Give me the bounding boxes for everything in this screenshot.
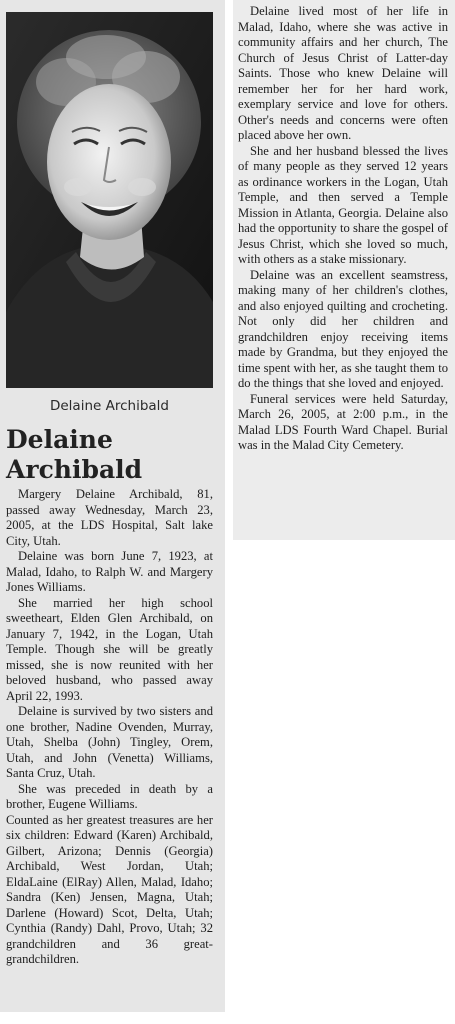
portrait-illustration xyxy=(6,12,213,388)
headline-line-2: Archibald xyxy=(6,455,143,484)
paragraph: She was preceded in death by a brother, Eugene Williams. xyxy=(6,781,213,811)
photo-caption: Delaine Archibald xyxy=(49,398,169,414)
left-column-text xyxy=(6,487,213,968)
paragraph: Margery Delaine Archibald, 81, passed away Wednesday, March 23, 2005, at the LDS Hospital, Salt lake City, Utah. xyxy=(6,487,213,548)
right-column-text xyxy=(238,4,448,454)
paragraph: She married her high school sweetheart, Elden Glen Archibald, on January 7, 1942, in the Logan, Utah Temple. Though she will be greatly missed, she is now reunited with her beloved husband, who passed away April 22, 1993. xyxy=(6,595,213,703)
obituary-headline xyxy=(6,425,221,485)
paragraph: She and her husband blessed the lives of many people as they served 12 years as ordinance workers in the Logan, Utah Temple, and then served a Temple Mission in Atlanta, Georgia. Delaine also had the opportunity to share the gospel of Jesus Christ, which she loved so much, with others as a stake missionary. xyxy=(238,143,448,266)
paragraph: Delaine is survived by two sisters and one brother, Nadine Ovenden, Murray, Utah, Shelba (John) Tingley, Orem, Utah, and John (Venetta) Williams, Santa Cruz, Utah. xyxy=(6,704,213,780)
portrait-photo xyxy=(6,12,213,388)
paragraph: Delaine was an excellent seamstress, making many of her children's clothes, and also enjoyed quilting and crocheting. Not only did her children and grandchildren enjoy receiving items made by Grandma, but they enjoyed the time spent with her, as she taught them to do the things that she loved and enjoyed. xyxy=(238,267,448,390)
paragraph: Counted as her greatest treasures are her six children: Edward (Karen) Archibald, Gilbert, Arizona; Dennis (Georgia) Archibald, West Jordan, Utah; EldaLaine (ElRay) Allen, Malad, Idaho; Sandra (Ken) Jensen, Magna, Utah; Darlene (Howard) Scot, Delta, Utah; Cynthia (Randy) Dahl, Provo, Utah; 32 grandchildren and 36 great-grandchildren. xyxy=(6,812,213,966)
paragraph: Delaine lived most of her life in Malad, Idaho, where she was active in community affairs and her church, The Church of Jesus Christ of Latter-day Saints. Those who knew Delaine will remember her for her hard work, exemplary service and love for others. Other's needs and concerns were often placed above her own. xyxy=(238,4,448,142)
headline-line-1: Delaine xyxy=(6,425,113,454)
paragraph: Delaine was born June 7, 1923, at Malad, Idaho, to Ralph W. and Margery Jones Williams. xyxy=(6,549,213,594)
paragraph: Funeral services were held Saturday, March 26, 2005, at 2:00 p.m., in the Malad LDS Fourth Ward Chapel. Burial was in the Malad City Cemetery. xyxy=(238,391,448,452)
